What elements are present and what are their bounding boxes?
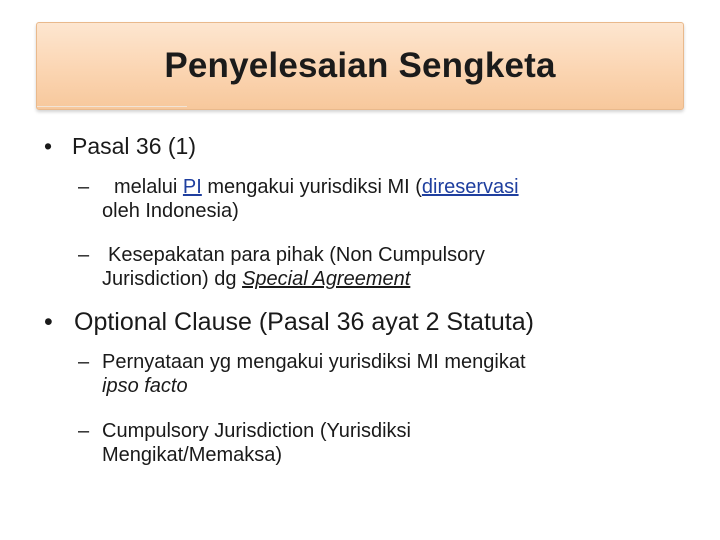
bullet-marker: •	[44, 308, 53, 336]
dash-marker: –	[78, 176, 90, 198]
subitem-line: Kesepakatan para pihak (Non Cumpulsory	[108, 244, 485, 266]
link-direservasi[interactable]: direservasi	[421, 176, 519, 198]
title-divider	[37, 106, 187, 107]
dash-marker: –	[78, 244, 90, 266]
link-pi[interactable]: PI	[182, 176, 202, 198]
bullet-text: Optional Clause (Pasal 36 ayat 2 Statuta)	[74, 308, 534, 336]
subitem-melalui-pi	[78, 175, 519, 223]
subitem-line-continuation: Mengikat/Memaksa)	[102, 444, 283, 466]
link-special-agreement[interactable]: Special Agreement	[242, 268, 411, 290]
slide-title: Penyelesaian Sengketa	[164, 46, 556, 85]
subitem-text: melalui	[114, 176, 183, 198]
subitem-line	[78, 175, 519, 199]
title-banner	[36, 22, 684, 110]
subitem-cumpulsory	[78, 419, 411, 467]
subitem-pernyataan	[78, 350, 526, 398]
dash-marker: –	[78, 420, 90, 442]
subitem-kesepakatan	[78, 243, 485, 291]
subitem-line: Cumpulsory Jurisdiction (Yurisdiksi	[102, 420, 411, 442]
subitem-line-continuation: oleh Indonesia)	[102, 200, 239, 222]
bullet-text: Pasal 36 (1)	[72, 133, 197, 159]
subitem-line-continuation	[78, 267, 485, 291]
bullet-marker: •	[44, 133, 53, 159]
subitem-text: Jurisdiction) dg	[102, 268, 243, 290]
subitem-line: Pernyataan yg mengakui yurisdiksi MI mengikat	[102, 351, 526, 373]
dash-marker: –	[78, 351, 90, 373]
subitem-text: mengakui yurisdiksi MI (	[201, 176, 422, 198]
subitem-line-continuation: ipso facto	[102, 375, 188, 397]
